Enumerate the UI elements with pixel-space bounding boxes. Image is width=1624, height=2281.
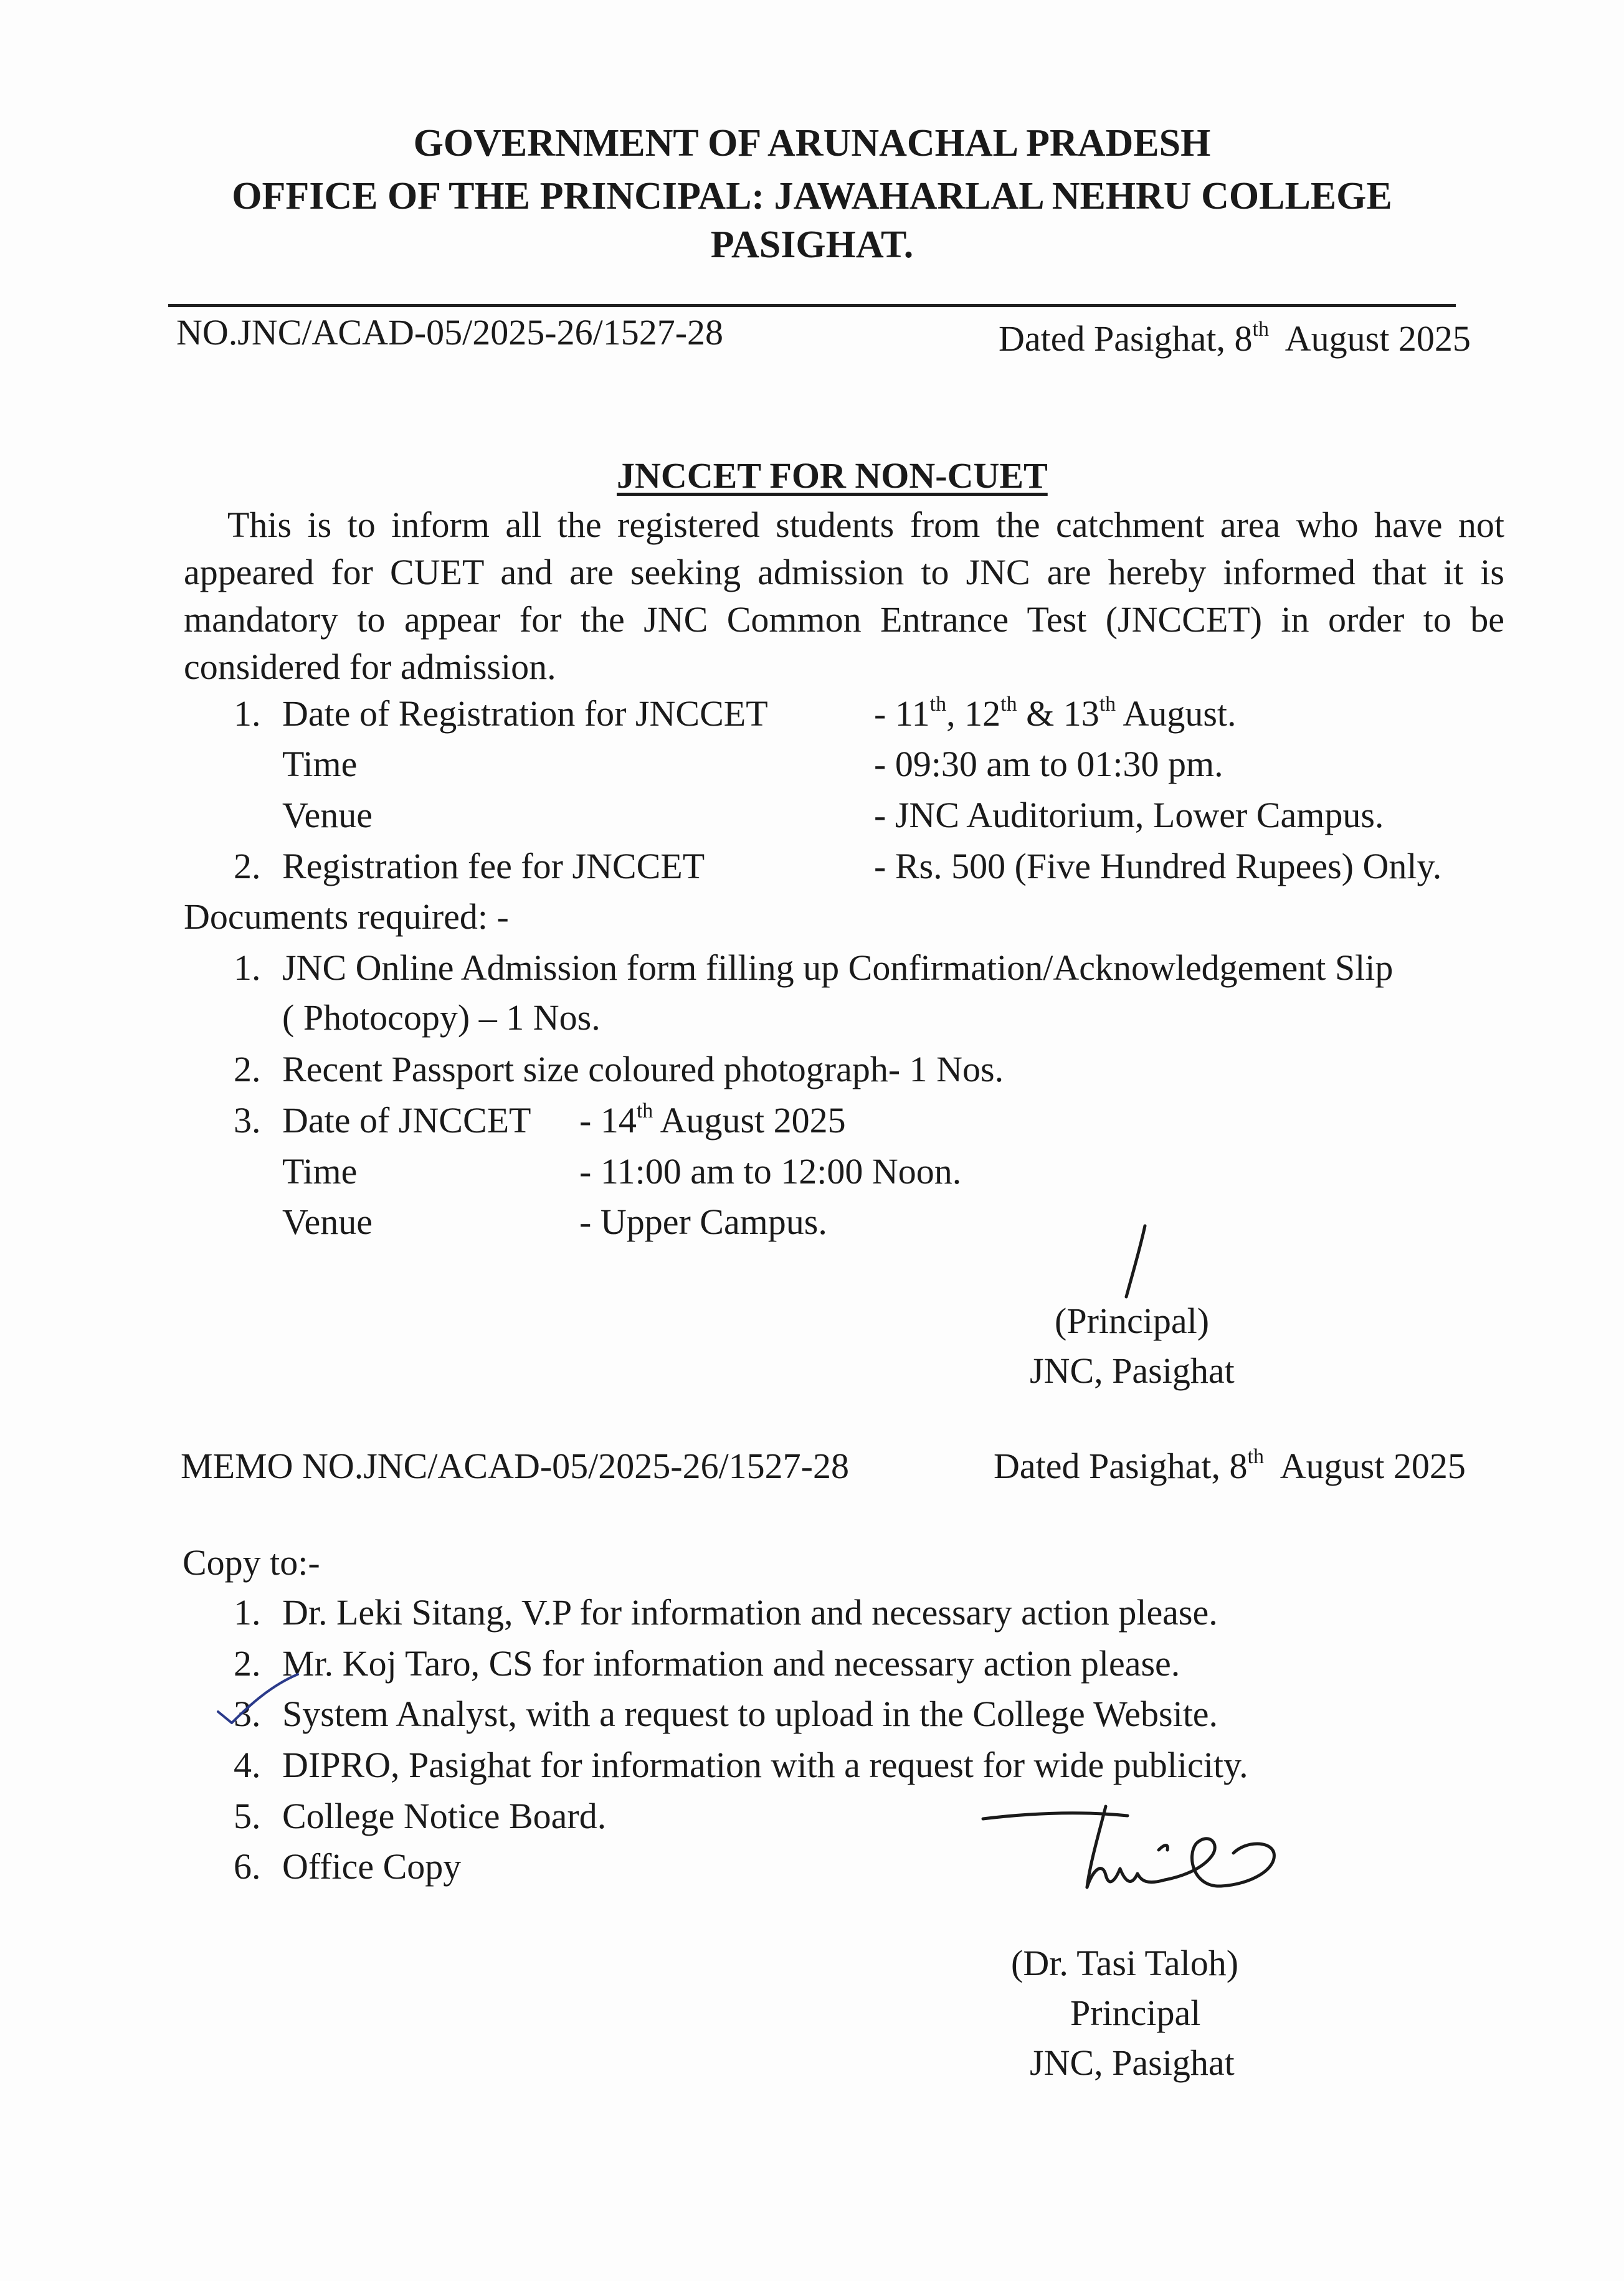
sign-2-name: (Dr. Tasi Taloh) <box>1011 1943 1239 1983</box>
document-2-number: 2. <box>234 1049 261 1089</box>
document-3-value: - 14th August 2025 <box>579 1099 846 1140</box>
copy-item-4-text: DIPRO, Pasighat for information with a request for wide publicity. <box>282 1745 1248 1785</box>
exam-venue-value: - Upper Campus. <box>579 1202 827 1242</box>
handwritten-signature <box>978 1794 1302 1918</box>
sign-1-title: (Principal) <box>1055 1301 1210 1341</box>
document-1-line-1: JNC Online Admission form filling up Confirmation/Acknowledgement Slip <box>282 947 1394 988</box>
memo-number: MEMO NO.JNC/ACAD-05/2025-26/1527-28 <box>181 1446 849 1486</box>
header-office: OFFICE OF THE PRINCIPAL: JAWAHARLAL NEHRU COLLEGE <box>232 175 1392 217</box>
copy-item-6-number: 6. <box>234 1846 261 1887</box>
document-3-number: 3. <box>234 1100 261 1140</box>
document-3-label: Date of JNCCET <box>282 1100 531 1140</box>
document-2-text: Recent Passport size coloured photograph- 1 Nos. <box>282 1049 1004 1089</box>
schedule-item-1-value: - 11th, 12th & 13th August. <box>874 693 1237 734</box>
copy-item-4-number: 4. <box>234 1745 261 1785</box>
copy-item-1-text: Dr. Leki Sitang, V.P for information and necessary action please. <box>282 1592 1218 1633</box>
exam-time-label: Time <box>282 1151 358 1192</box>
copy-item-5-text: College Notice Board. <box>282 1796 607 1836</box>
documents-heading: Documents required: - <box>184 896 509 937</box>
sign-1-place: JNC, Pasighat <box>1030 1350 1235 1391</box>
header-divider <box>168 304 1456 307</box>
schedule-item-1-number: 1. <box>234 693 261 734</box>
copy-item-2-number: 2. <box>234 1643 261 1684</box>
document-1-number: 1. <box>234 947 261 988</box>
schedule-item-2-value: - Rs. 500 (Five Hundred Rupees) Only. <box>874 846 1442 886</box>
schedule-venue-value: - JNC Auditorium, Lower Campus. <box>874 795 1384 835</box>
schedule-time-label: Time <box>282 744 358 784</box>
copy-item-2-text: Mr. Koj Taro, CS for information and necessary action please. <box>282 1643 1180 1684</box>
copy-item-6-text: Office Copy <box>282 1846 462 1887</box>
subject-title: JNCCET FOR NON-CUET <box>617 455 1048 496</box>
sign-2-place: JNC, Pasighat <box>1030 2042 1235 2083</box>
document-1-line-2: ( Photocopy) – 1 Nos. <box>282 997 601 1038</box>
schedule-time-value: - 09:30 am to 01:30 pm. <box>874 744 1223 784</box>
copy-to-heading: Copy to:- <box>183 1542 320 1583</box>
copy-item-3-text: System Analyst, with a request to upload in the College Website. <box>282 1694 1218 1734</box>
exam-venue-label: Venue <box>282 1202 373 1242</box>
schedule-venue-label: Venue <box>282 795 373 835</box>
copy-item-3-number: 3. <box>234 1694 261 1734</box>
reference-date: Dated Pasighat, 8th August 2025 <box>999 318 1471 359</box>
exam-time-value: - 11:00 am to 12:00 Noon. <box>579 1151 962 1192</box>
copy-item-5-number: 5. <box>234 1796 261 1836</box>
sign-2-title: Principal <box>1070 1993 1201 2033</box>
schedule-item-1-label: Date of Registration for JNCCET <box>282 693 768 734</box>
reference-number: NO.JNC/ACAD-05/2025-26/1527-28 <box>176 312 724 353</box>
schedule-item-2-label: Registration fee for JNCCET <box>282 846 705 886</box>
copy-item-1-number: 1. <box>234 1592 261 1633</box>
memo-date: Dated Pasighat, 8th August 2025 <box>994 1445 1466 1486</box>
initial-stroke-mark <box>1115 1221 1159 1302</box>
body-paragraph: This is to inform all the registered students from the catchment area who have not appeared for CUET and are seeking admission to JNC are hereby informed that it is mandatory to appear for the JNC Common Entrance Test (JNCCET) in order to be considered for admission. <box>184 505 1504 687</box>
header-place: PASIGHAT. <box>710 224 914 266</box>
header-government: GOVERNMENT OF ARUNACHAL PRADESH <box>413 122 1211 164</box>
schedule-item-2-number: 2. <box>234 846 261 886</box>
handwritten-tick-mark <box>212 1668 305 1737</box>
